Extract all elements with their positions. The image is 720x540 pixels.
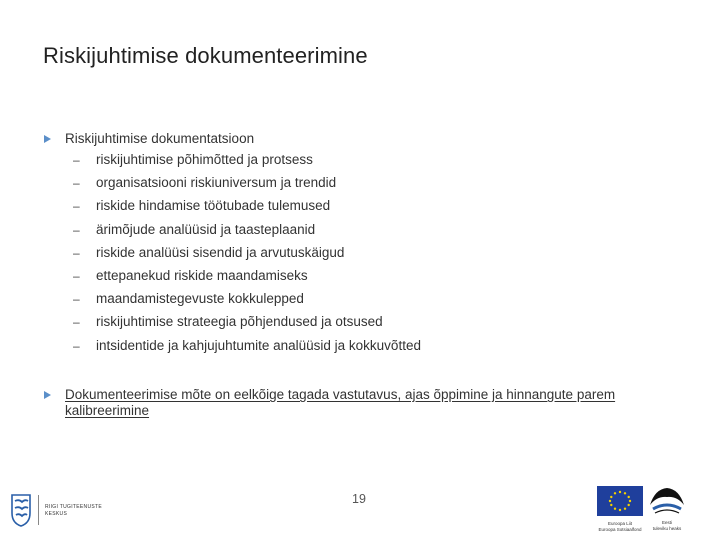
- eu-caption-line2: Euroopa Sotsiaalfond: [598, 526, 642, 532]
- dash-marker: –: [73, 222, 80, 237]
- dash-marker: –: [73, 176, 80, 191]
- eu-flag-icon: [597, 486, 643, 516]
- sub-list-item: [73, 291, 633, 314]
- bullet-triangle-icon: [44, 135, 51, 143]
- bullet-item-documentation: [44, 131, 254, 146]
- bullet-triangle-icon: [44, 391, 51, 399]
- coat-of-arms-icon: [10, 493, 32, 527]
- eu-caption-line1: Euroopa Liit: [607, 521, 633, 526]
- sub-list-item: [73, 245, 633, 268]
- sub-item-text: riskijuhtimise strateegia põhjendused ja otsused: [96, 314, 383, 330]
- ee-caption-line1: Eesti: [661, 520, 672, 525]
- rtk-logo: [10, 493, 120, 528]
- sub-item-text: ettepanekud riskide maandamiseks: [96, 267, 308, 283]
- dash-marker: –: [73, 245, 80, 260]
- dash-marker: –: [73, 315, 80, 330]
- sub-list-item: [73, 175, 633, 198]
- eu-logo: [597, 486, 645, 530]
- dash-marker: –: [73, 153, 80, 167]
- dash-marker: –: [73, 268, 80, 283]
- sub-item-text: maandamistegevuste kokkulepped: [96, 291, 304, 307]
- ee-caption-line2: tuleviku heaks: [652, 525, 682, 531]
- sub-list-item: [73, 338, 633, 361]
- sub-list-item: [73, 268, 633, 291]
- bullet-text: Riskijuhtimise dokumentatsioon: [65, 131, 255, 146]
- swallow-icon: [647, 485, 687, 515]
- sub-list-item: [73, 152, 633, 175]
- sub-list: [73, 152, 633, 361]
- rtk-logo-text: [45, 493, 102, 528]
- eesti-tuleviku-heaks-logo: [647, 485, 689, 529]
- dash-marker: –: [73, 292, 80, 307]
- rtk-logo-line2: KESKUS: [45, 510, 68, 517]
- sub-item-text: intsidentide ja kahjujuhtumite analüüsid ja kokkuvõtted: [96, 337, 421, 353]
- rtk-logo-line1: RIIGI TUGITEENUSTE: [45, 503, 102, 510]
- sub-list-item: [73, 198, 633, 221]
- dash-marker: –: [73, 199, 80, 214]
- sub-list-item: [73, 222, 633, 245]
- sub-item-text: riskijuhtimise põhimõtted ja protsess: [96, 152, 313, 167]
- sub-item-text: ärimõjude analüüsid ja taasteplaanid: [96, 221, 316, 237]
- sub-item-text: organisatsiooni riskiuniversum ja trendid: [96, 175, 337, 191]
- sub-item-text: riskide analüüsi sisendid ja arvutuskäigud: [96, 244, 345, 260]
- logo-divider: [38, 495, 39, 525]
- sub-list-item: [73, 314, 633, 337]
- page-number: 19: [352, 492, 366, 506]
- dash-marker: –: [73, 338, 80, 353]
- slide-title: Riskijuhtimise dokumenteerimine: [43, 43, 368, 68]
- bullet-item-purpose: [44, 387, 645, 418]
- purpose-link[interactable]: Dokumenteerimise mõte on eelkõige tagada vastutavus, ajas õppimine ja hinnangute parem kalibreerimine: [65, 387, 616, 418]
- sub-item-text: riskide hindamise töötubade tulemused: [96, 198, 331, 214]
